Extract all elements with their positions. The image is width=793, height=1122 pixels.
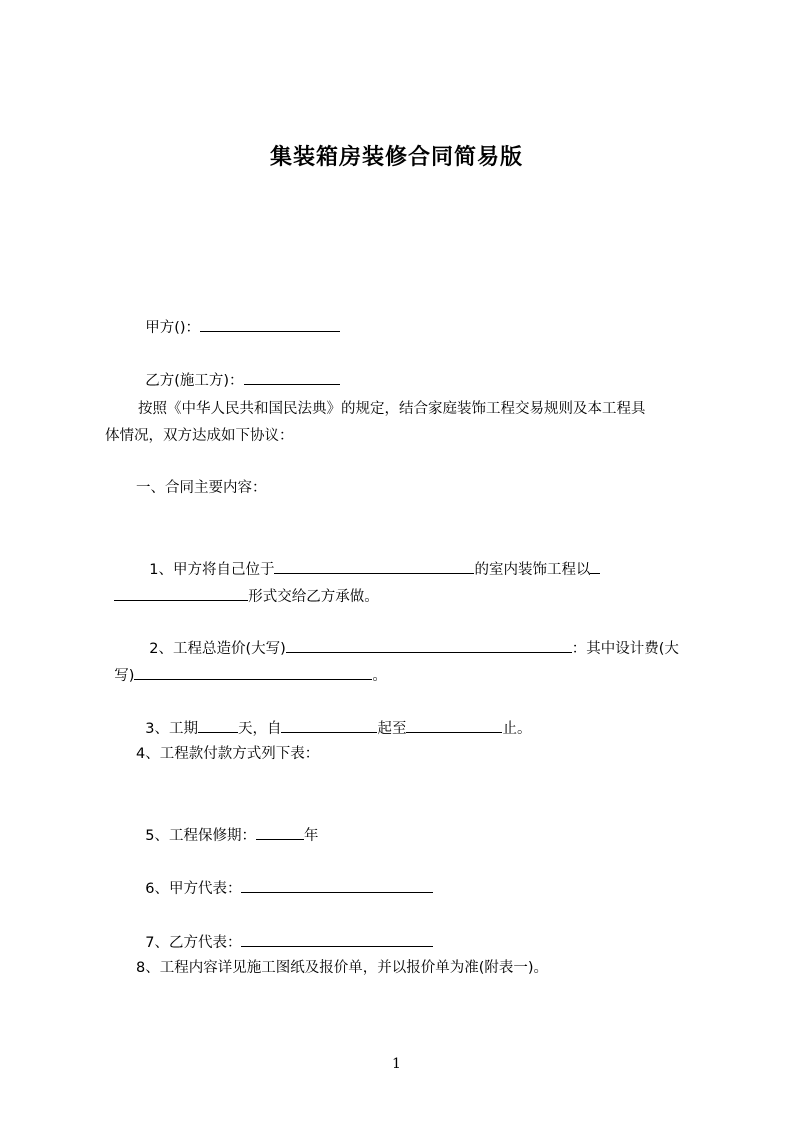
party-b-rep-blank[interactable] (241, 931, 433, 947)
item-5-suffix: 年 (303, 828, 319, 844)
item-2-end: 。 (372, 668, 387, 684)
item-3-start-blank[interactable] (281, 717, 377, 733)
item-1-suffix: 形式交给乙方承做。 (248, 589, 379, 605)
document-title: 集装箱房装修合同简易版 (269, 145, 523, 170)
item-1-prefix: 1、甲方将自己位于 (149, 562, 275, 578)
item-2-line2-prefix: 写) (114, 668, 135, 684)
item-6-prefix: 6、甲方代表： (145, 881, 242, 897)
item-8-line: 8、工程内容详见施工图纸及报价单，并以报价单为准(附表一)。 (136, 960, 549, 976)
item-5-line (136, 796, 736, 850)
party-b-blank[interactable] (244, 369, 340, 385)
section-1-heading: 一、合同主要内容： (136, 480, 267, 496)
party-a-rep-blank[interactable] (241, 877, 433, 893)
item-3-end: 止。 (502, 721, 532, 737)
item-7-line (136, 903, 736, 957)
item-7-prefix: 7、乙方代表： (145, 935, 242, 951)
item-2-design-fee-blank[interactable] (134, 664, 372, 680)
item-1-line-2 (105, 557, 705, 611)
party-a-line (136, 288, 736, 342)
item-3-end-blank[interactable] (406, 717, 502, 733)
party-a-blank[interactable] (200, 316, 340, 332)
item-3-line (136, 689, 736, 743)
item-3-days: 天，自 (237, 721, 282, 737)
item-2-prefix: 2、工程总造价(大写) (149, 641, 286, 657)
item-4-line: 4、工程款付款方式列下表： (136, 746, 320, 762)
item-5-years-blank[interactable] (256, 824, 304, 840)
intro-line-1: 按照《中华人民共和国民法典》的规定，结合家庭装饰工程交易规则及本工程具 (138, 401, 646, 417)
page-number: 1 (392, 1056, 401, 1072)
party-a-label: 甲方()： (145, 320, 201, 336)
item-3-from: 起至 (377, 721, 407, 737)
intro-line-2: 体情况，双方达成如下协议： (105, 428, 294, 444)
item-3-days-blank[interactable] (198, 717, 238, 733)
item-1-form-blank-b[interactable] (114, 585, 248, 601)
item-1-mid: 的室内装饰工程以 (474, 562, 591, 578)
item-2-line-2 (105, 636, 705, 690)
party-b-label: 乙方(施工方)： (145, 373, 244, 389)
item-3-prefix: 3、工期 (145, 721, 198, 737)
item-5-prefix: 5、工程保修期： (145, 828, 256, 844)
item-6-line (136, 849, 736, 903)
party-b-line (136, 341, 736, 395)
item-2-mid: ：其中设计费(大 (571, 641, 679, 657)
